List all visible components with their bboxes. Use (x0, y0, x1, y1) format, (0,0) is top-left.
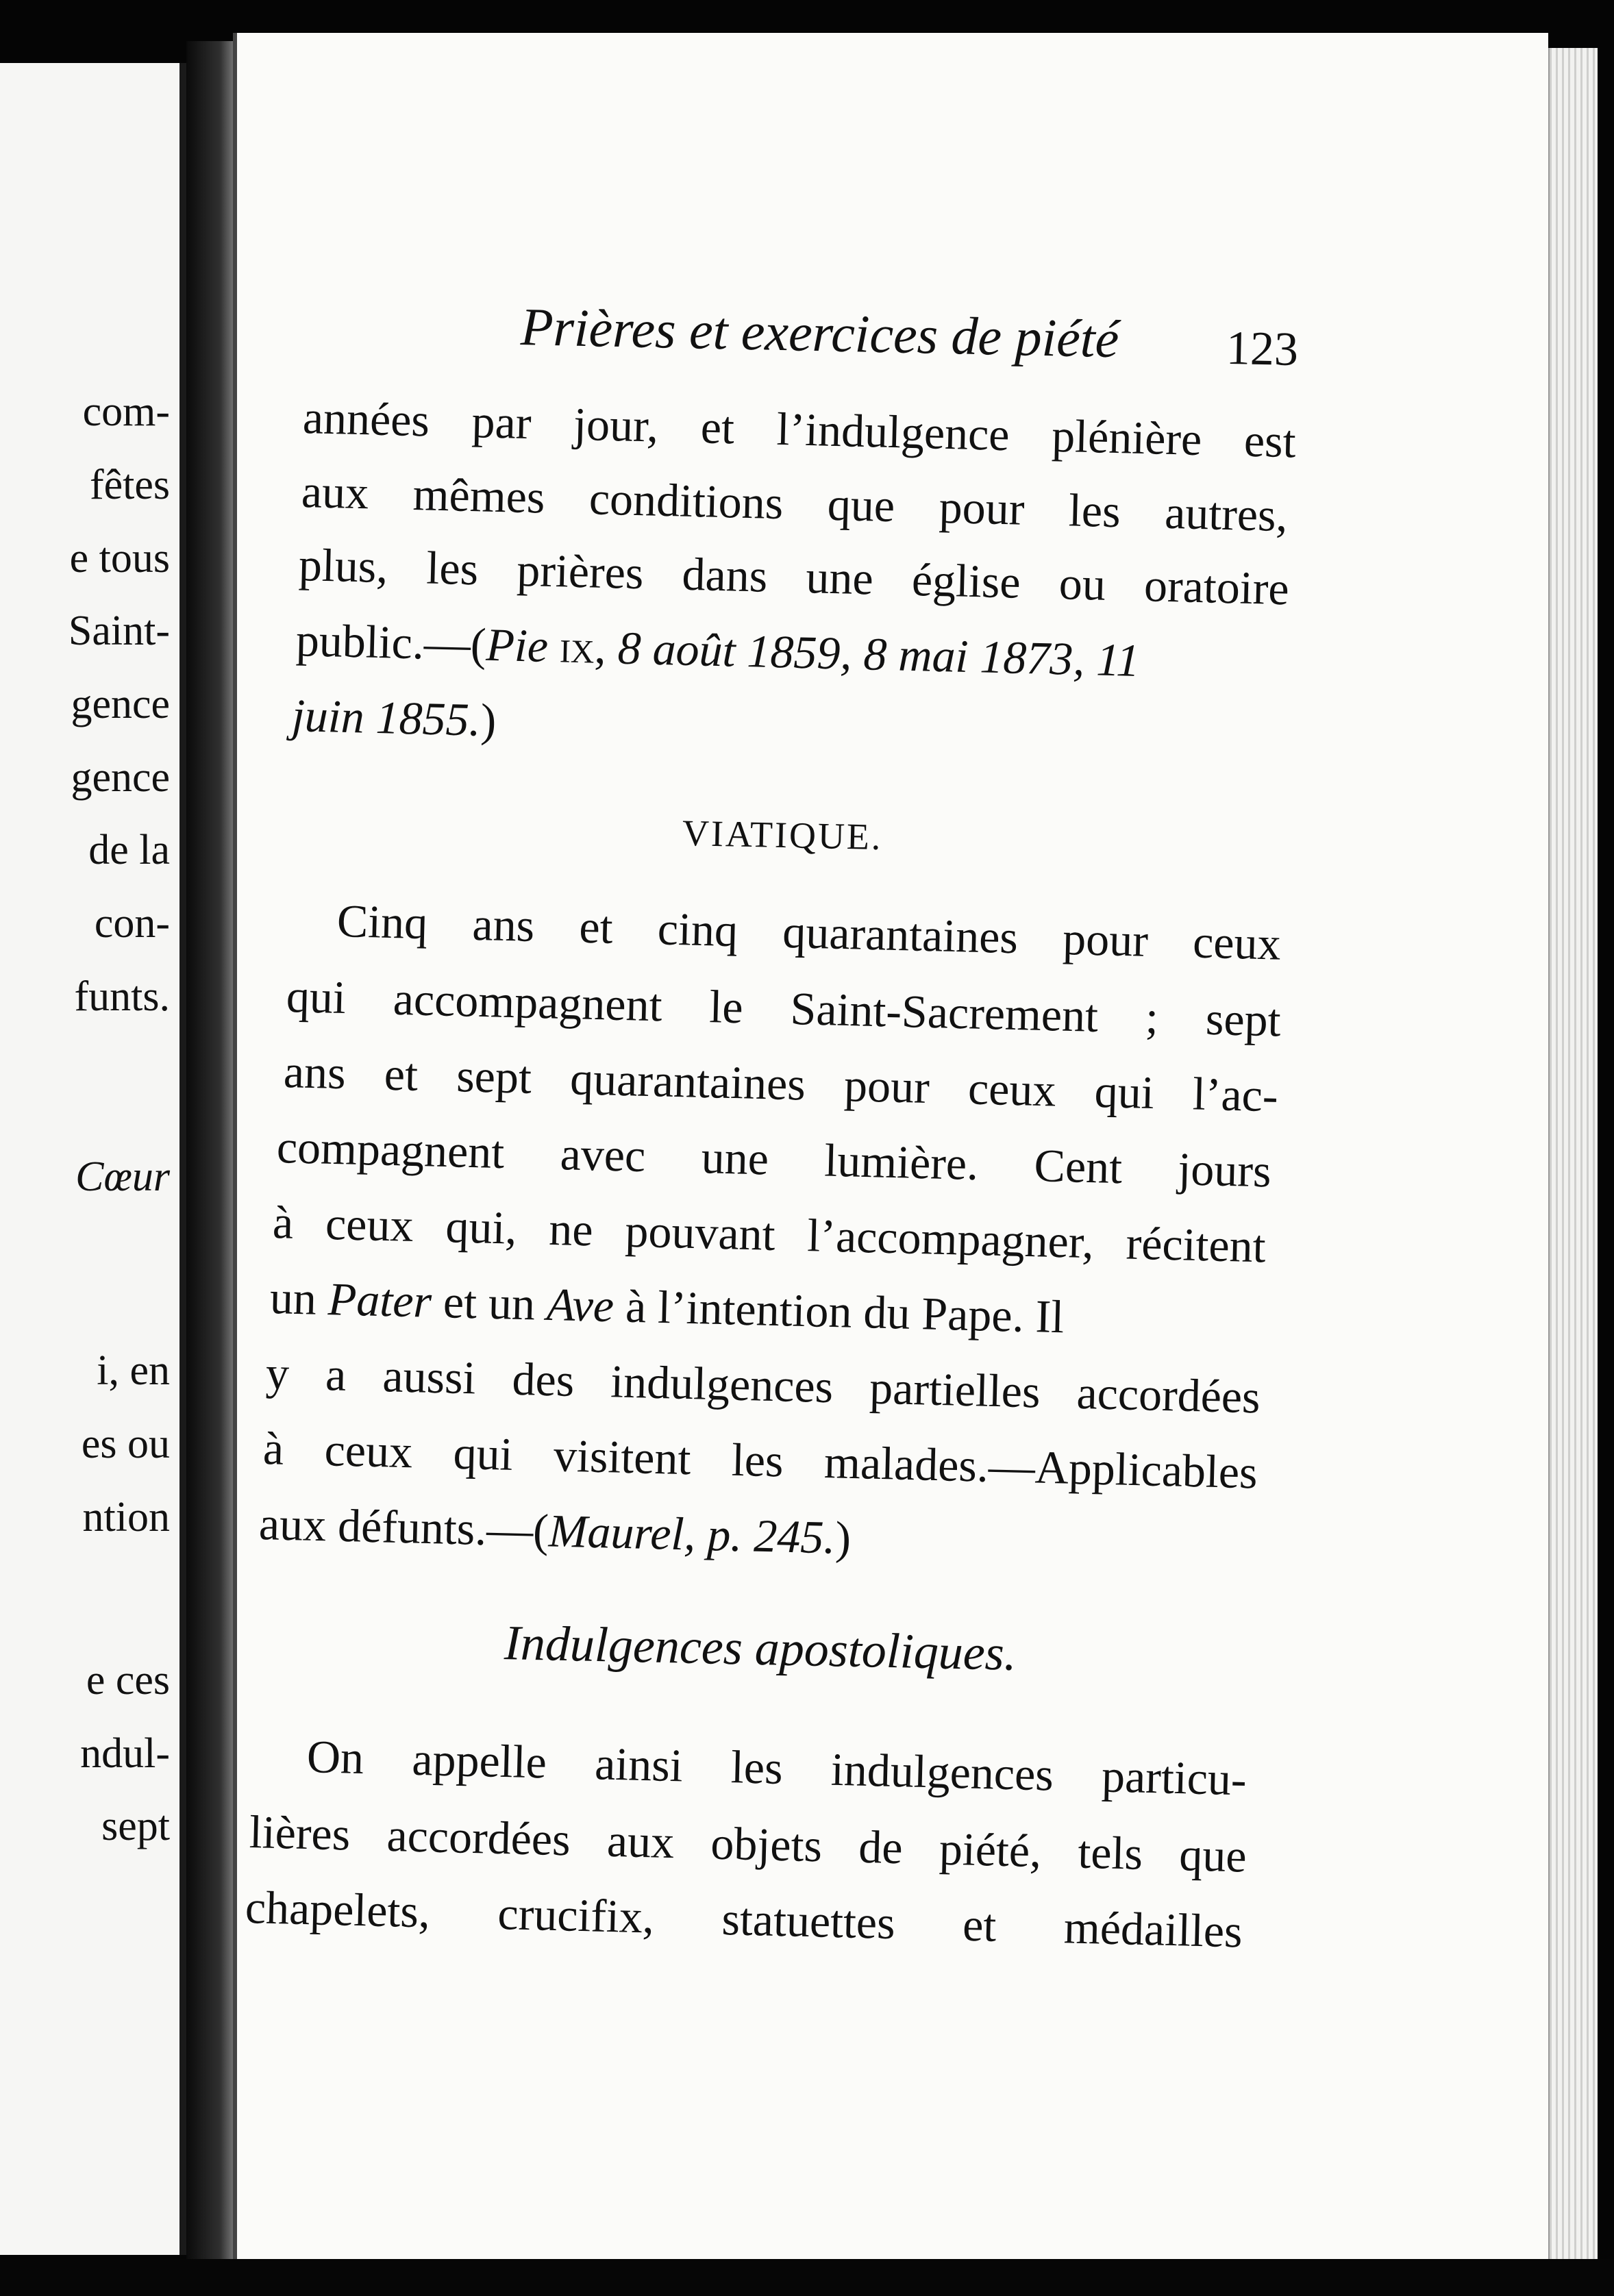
facing-page-fragment: sept (101, 1803, 170, 1849)
italic-segment: 8 août 1859, 8 mai 1873, 11 (617, 621, 1141, 687)
facing-page-fragment: gence (71, 681, 170, 727)
facing-page-fragment: i, en (97, 1347, 170, 1394)
text-line: ans et sept quarantaines pour ceux qui l’ac- (283, 1045, 1279, 1122)
text-segment: et un (431, 1275, 547, 1330)
book-gutter (186, 41, 234, 2281)
text-segment: un (269, 1271, 329, 1325)
text-line: années par jour, et l’indulgence plénière est (302, 391, 1297, 468)
facing-page-fragment: de la (88, 827, 170, 873)
text-line: Cinq ans et cinq quarantaines pour ceux (336, 895, 1282, 970)
italic-segment: Pie (485, 618, 549, 672)
text-line: aux mêmes conditions que pour les autres, (301, 465, 1289, 542)
facing-page-fragment: Cœur (75, 1153, 170, 1200)
text-line: On appelle ainsi les indulgences particu- (306, 1730, 1247, 1806)
text-line: qui accompagnent le Saint-Sacrement ; sept (286, 970, 1282, 1047)
facing-page-fragment: com- (82, 388, 170, 435)
text-line: y a aussi des indulgences partielles accordées (265, 1347, 1261, 1423)
italic-segment: Pater (327, 1273, 432, 1327)
text-line: plus, les prières dans une église ou oratoire (298, 538, 1290, 615)
scan-border (0, 2259, 1614, 2296)
italic-segment: Ave (546, 1277, 615, 1332)
page-edges (1548, 48, 1598, 2267)
facing-page-fragment: con- (94, 900, 170, 947)
section-heading-indulgences: Indulgences apostoliques. (504, 1615, 1017, 1681)
page-number: 123 (1226, 321, 1299, 377)
facing-page-fragment: gence (71, 754, 170, 801)
running-title: Prières et exercices de piété (520, 297, 1120, 369)
facing-page-fragment: ndul- (80, 1730, 170, 1777)
text-segment: ix, (547, 620, 619, 674)
facing-page-fragment: Saint- (68, 608, 170, 654)
facing-page-fragment: e ces (86, 1657, 170, 1704)
facing-page (0, 63, 186, 2255)
section-heading-viatique: VIATIQUE. (682, 812, 884, 858)
text-line: à ceux qui, ne pouvant l’accompagner, récitent (272, 1196, 1267, 1273)
facing-page-fragment: fêtes (89, 462, 170, 508)
italic-segment: juin 1855. (291, 689, 482, 746)
text-segment: ) (480, 693, 497, 747)
text-line: compagnent avec une lumière. Cent jours (276, 1121, 1272, 1197)
text-segment: public.—( (295, 614, 487, 671)
text-line: chapelets, crucifix, statuettes et médailles (245, 1881, 1243, 1958)
italic-segment: Maurel, p. 245. (547, 1504, 836, 1564)
facing-page-fragment: es ou (81, 1421, 170, 1467)
text-line (291, 689, 497, 747)
facing-page-fragment: ntion (82, 1494, 170, 1540)
text-line: lières accordées aux objets de piété, tels que (249, 1806, 1247, 1882)
facing-page-fragment: e tous (69, 535, 170, 582)
text-segment: ) (834, 1511, 852, 1564)
text-segment: aux défunts.—( (258, 1497, 549, 1557)
facing-page-fragment: funts. (74, 973, 170, 1020)
text-segment: à l’intention du Pape. Il (613, 1280, 1065, 1343)
text-line: à ceux qui visitent les malades.—Applicables (262, 1422, 1258, 1499)
